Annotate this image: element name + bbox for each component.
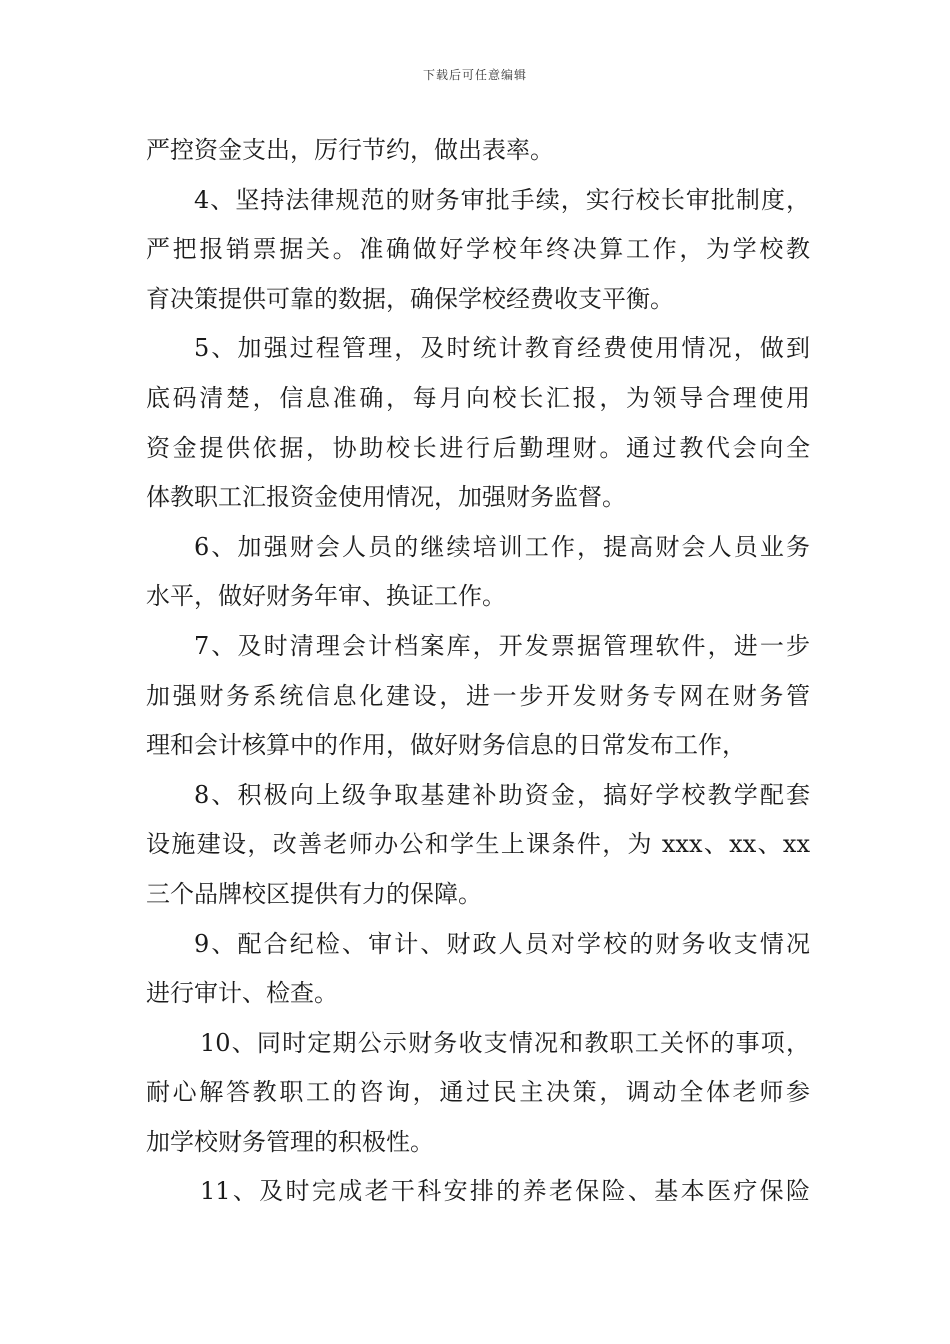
text-line: 水平，做好财务年审、换证工作。 — [146, 582, 506, 611]
text-line: 5、加强过程管理，及时统计教育经费使用情况，做到 — [194, 334, 810, 363]
text-line: 6、加强财会人员的继续培训工作，提高财会人员业务 — [194, 532, 810, 561]
text-line: 7、及时清理会计档案库，开发票据管理软件，进一步 — [194, 631, 810, 660]
text-line: 育决策提供可靠的数据，确保学校经费收支平衡。 — [146, 284, 674, 313]
text-line: 11、及时完成老干科安排的养老保险、基本医疗保险 — [200, 1177, 810, 1206]
text-line: 体教职工汇报资金使用情况，加强财务监督。 — [146, 483, 626, 512]
text-line: 底码清楚，信息准确，每月向校长汇报，为领导合理使用 — [146, 383, 810, 412]
text-line: 严控资金支出，厉行节约，做出表率。 — [146, 136, 554, 164]
header-note: 下载后可任意编辑 — [422, 68, 527, 82]
text-line: 耐心解答教职工的咨询，通过民主决策，调动全体老师参 — [146, 1078, 810, 1107]
text-line: 设施建设，改善老师办公和学生上课条件，为 xxx、xx、xx — [146, 830, 810, 859]
text-line: 资金提供依据，协助校长进行后勤理财。通过教代会向全 — [146, 433, 810, 462]
text-line: 加学校财务管理的积极性。 — [146, 1127, 434, 1156]
text-line: 进行审计、检查。 — [146, 979, 338, 1008]
text-line: 10、同时定期公示财务收支情况和教职工关怀的事项， — [200, 1028, 810, 1057]
text-line: 8、积极向上级争取基建补助资金，搞好学校教学配套 — [194, 780, 810, 809]
text-line: 严把报销票据关。准确做好学校年终决算工作，为学校教 — [146, 235, 810, 264]
text-line: 9、配合纪检、审计、财政人员对学校的财务收支情况 — [194, 929, 810, 958]
text-line: 理和会计核算中的作用，做好财务信息的日常发布工作， — [146, 731, 746, 760]
text-line: 4、坚持法律规范的财务审批手续，实行校长审批制度， — [194, 185, 810, 214]
text-line: 三个品牌校区提供有力的保障。 — [146, 879, 482, 908]
document-body — [146, 126, 810, 1217]
text-line: 加强财务系统信息化建设，进一步开发财务专网在财务管 — [146, 681, 810, 710]
